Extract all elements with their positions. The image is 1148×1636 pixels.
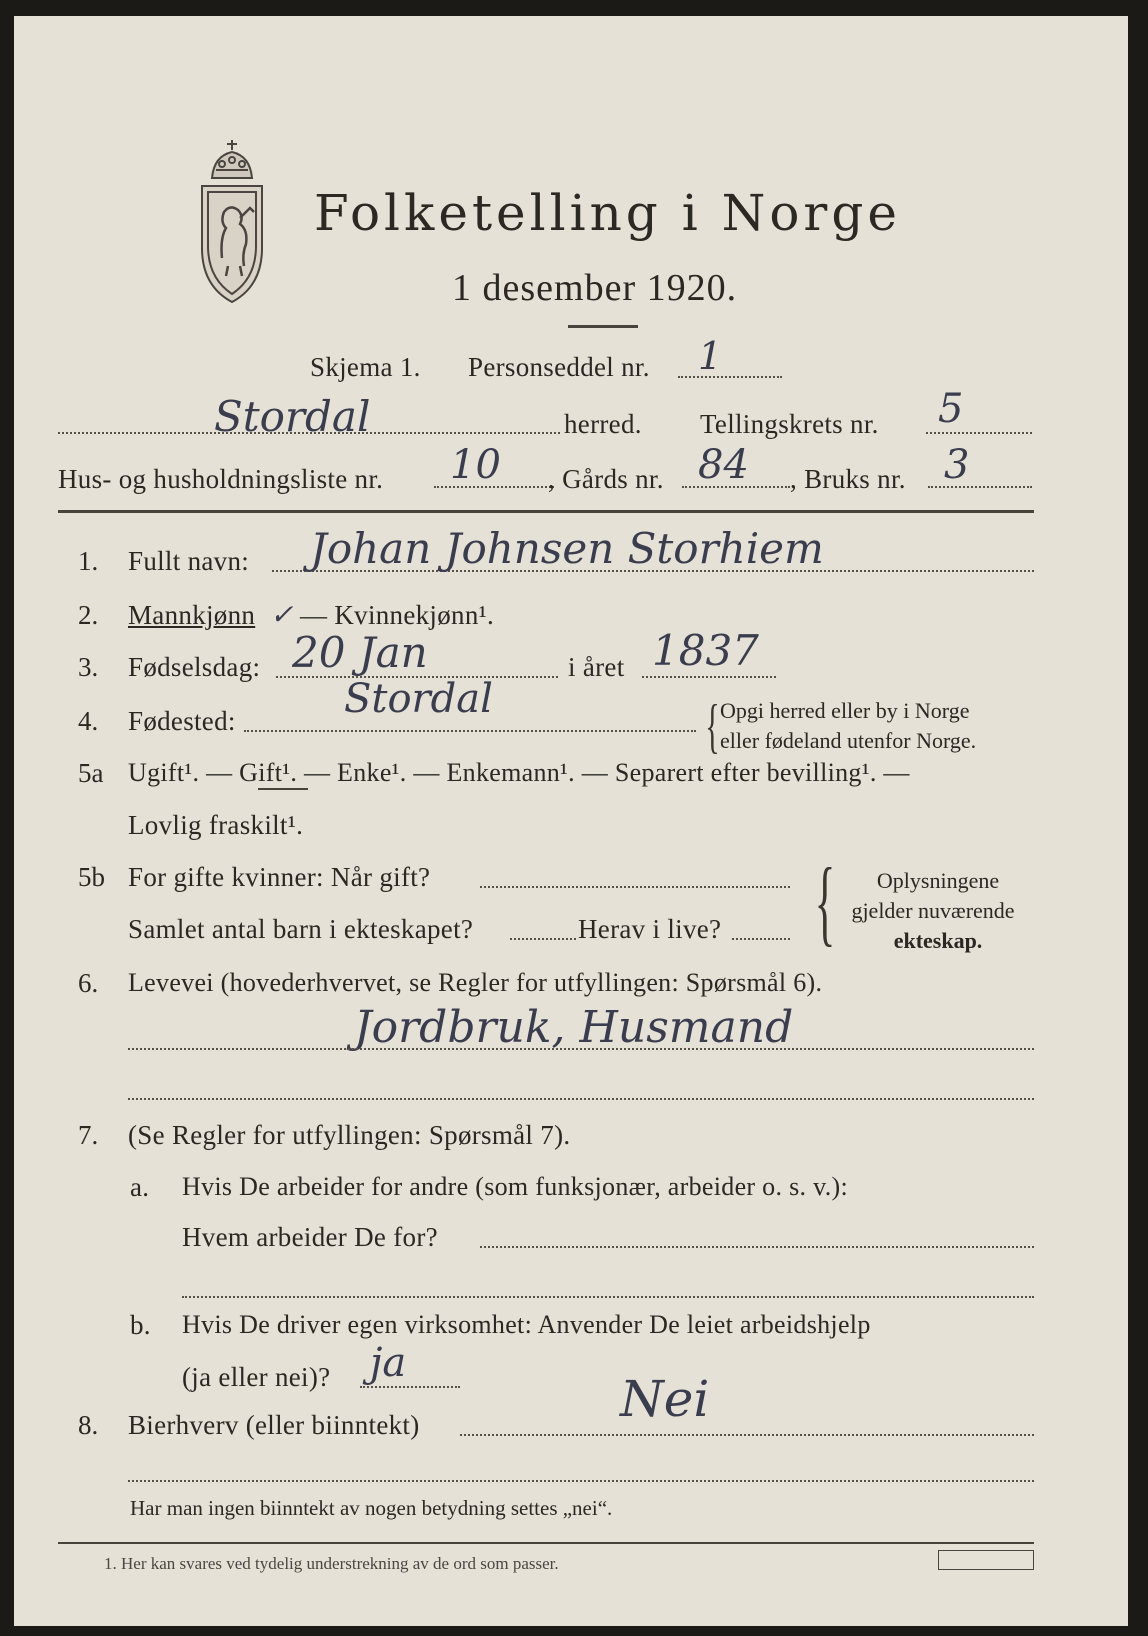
census-date: 1 desember 1920.	[452, 267, 738, 309]
marital-status-divorced-option[interactable]: Lovlig fraskilt¹.	[128, 810, 304, 840]
herred-field[interactable]: Stordal	[214, 392, 371, 441]
q8-label: Bierhverv (eller biinntekt)	[128, 1410, 420, 1440]
tellingskrets-field[interactable]: 5	[938, 386, 964, 432]
schema-label: Skjema 1.	[310, 352, 421, 382]
birthplace-field[interactable]: Stordal	[344, 676, 493, 722]
children-alive-label: Herav i live?	[578, 914, 722, 944]
q3-label: Fødselsdag:	[128, 652, 261, 682]
gender-check-mark-icon: ✓	[270, 598, 294, 631]
birthplace-note-line2: eller fødeland utenfor Norge.	[720, 728, 977, 753]
side-income-extra-line[interactable]	[128, 1480, 1034, 1482]
q5a-number: 5a	[78, 758, 104, 788]
herred-label: herred.	[564, 409, 642, 439]
birth-year-field[interactable]: 1837	[652, 626, 759, 675]
tellingskrets-label: Tellingskrets nr.	[700, 409, 879, 439]
occupation-extra-line[interactable]	[128, 1098, 1034, 1100]
q7b-yes-no-label: (ja eller nei)?	[182, 1362, 331, 1392]
children-total-label: Samlet antal barn i ekteskapet?	[128, 914, 474, 944]
birth-year-label: i året	[568, 652, 625, 682]
footnote: 1. Her kan svares ved tydelig understrekning av de ord som passer.	[104, 1554, 559, 1573]
gender-female-option[interactable]: — Kvinnekjønn¹.	[300, 600, 495, 630]
employer-field[interactable]	[480, 1246, 1034, 1248]
coat-of-arms-icon	[184, 138, 280, 304]
married-when-field[interactable]	[480, 886, 790, 888]
printer-stamp	[938, 1550, 1034, 1570]
q5b-number: 5b	[78, 862, 105, 892]
q1-label: Fullt navn:	[128, 546, 250, 576]
footer-divider	[58, 1542, 1034, 1544]
q8-number: 8.	[78, 1410, 99, 1440]
q2-number: 2.	[78, 600, 99, 630]
header-divider	[58, 510, 1034, 513]
birth-date-field[interactable]: 20 Jan	[292, 628, 428, 677]
personseddel-label: Personseddel nr.	[468, 352, 650, 382]
footer-note: Har man ingen biinntekt av nogen betydning settes „nei“.	[130, 1496, 613, 1520]
q1-number: 1.	[78, 546, 99, 576]
hus-label: Hus- og husholdningsliste nr.	[58, 464, 384, 494]
employer-extra-line[interactable]	[182, 1296, 1034, 1298]
q5b-brace: {	[814, 848, 836, 955]
q5b-note-line1: Oplysningene	[876, 868, 1000, 893]
full-name-field[interactable]: Johan Johnsen Storhiem	[310, 524, 824, 573]
husholdningsliste-field[interactable]: 10	[450, 442, 501, 488]
census-form-page	[14, 16, 1128, 1626]
q7a-letter: a.	[130, 1172, 150, 1202]
bruks-field[interactable]: 3	[944, 442, 970, 488]
q7-label: (Se Regler for utfyllingen: Spørsmål 7).	[128, 1120, 571, 1150]
title-divider	[568, 325, 638, 328]
gards-label: , Gårds nr.	[548, 464, 664, 494]
gards-field[interactable]: 84	[698, 442, 749, 488]
birthplace-note-line1: Opgi herred eller by i Norge	[720, 698, 970, 723]
q5b-note-line3: ekteskap.	[893, 928, 983, 953]
bruks-label: , Bruks nr.	[790, 464, 906, 494]
q5b-note-line2: gjelder nuværende	[851, 898, 1015, 923]
q7b-letter: b.	[130, 1310, 151, 1340]
married-underline	[258, 788, 308, 790]
personseddel-number-field[interactable]: 1	[698, 334, 723, 378]
q6-label: Levevei (hovederhvervet, se Regler for utfyllingen: Spørsmål 6).	[128, 968, 823, 997]
q4-label: Fødested:	[128, 706, 236, 736]
marital-status-options[interactable]: Ugift¹. — Gift¹. — Enke¹. — Enkemann¹. — Separert efter bevilling¹. —	[128, 758, 910, 787]
q3-number: 3.	[78, 652, 99, 682]
children-total-field[interactable]	[510, 938, 576, 940]
hired-help-field[interactable]: ja	[370, 1340, 407, 1386]
q6-number: 6.	[78, 968, 99, 998]
q4-number: 4.	[78, 706, 99, 736]
q4-brace: {	[705, 693, 720, 759]
q5b-label: For gifte kvinner: Når gift?	[128, 862, 431, 892]
q7a-employer-label: Hvem arbeider De for?	[182, 1222, 438, 1252]
occupation-field[interactable]: Jordbruk, Husmand	[354, 1002, 794, 1053]
side-income-field[interactable]: Nei	[620, 1370, 710, 1428]
gender-male-option[interactable]: Mannkjønn	[128, 600, 256, 630]
q7a-question: Hvis De arbeider for andre (som funksjonær, arbeider o. s. v.):	[182, 1172, 848, 1201]
children-alive-field[interactable]	[732, 938, 790, 940]
q7-number: 7.	[78, 1120, 99, 1150]
q7b-question: Hvis De driver egen virksomhet: Anvender De leiet arbeidshjelp	[182, 1310, 871, 1339]
page-title: Folketelling i Norge	[314, 184, 901, 242]
